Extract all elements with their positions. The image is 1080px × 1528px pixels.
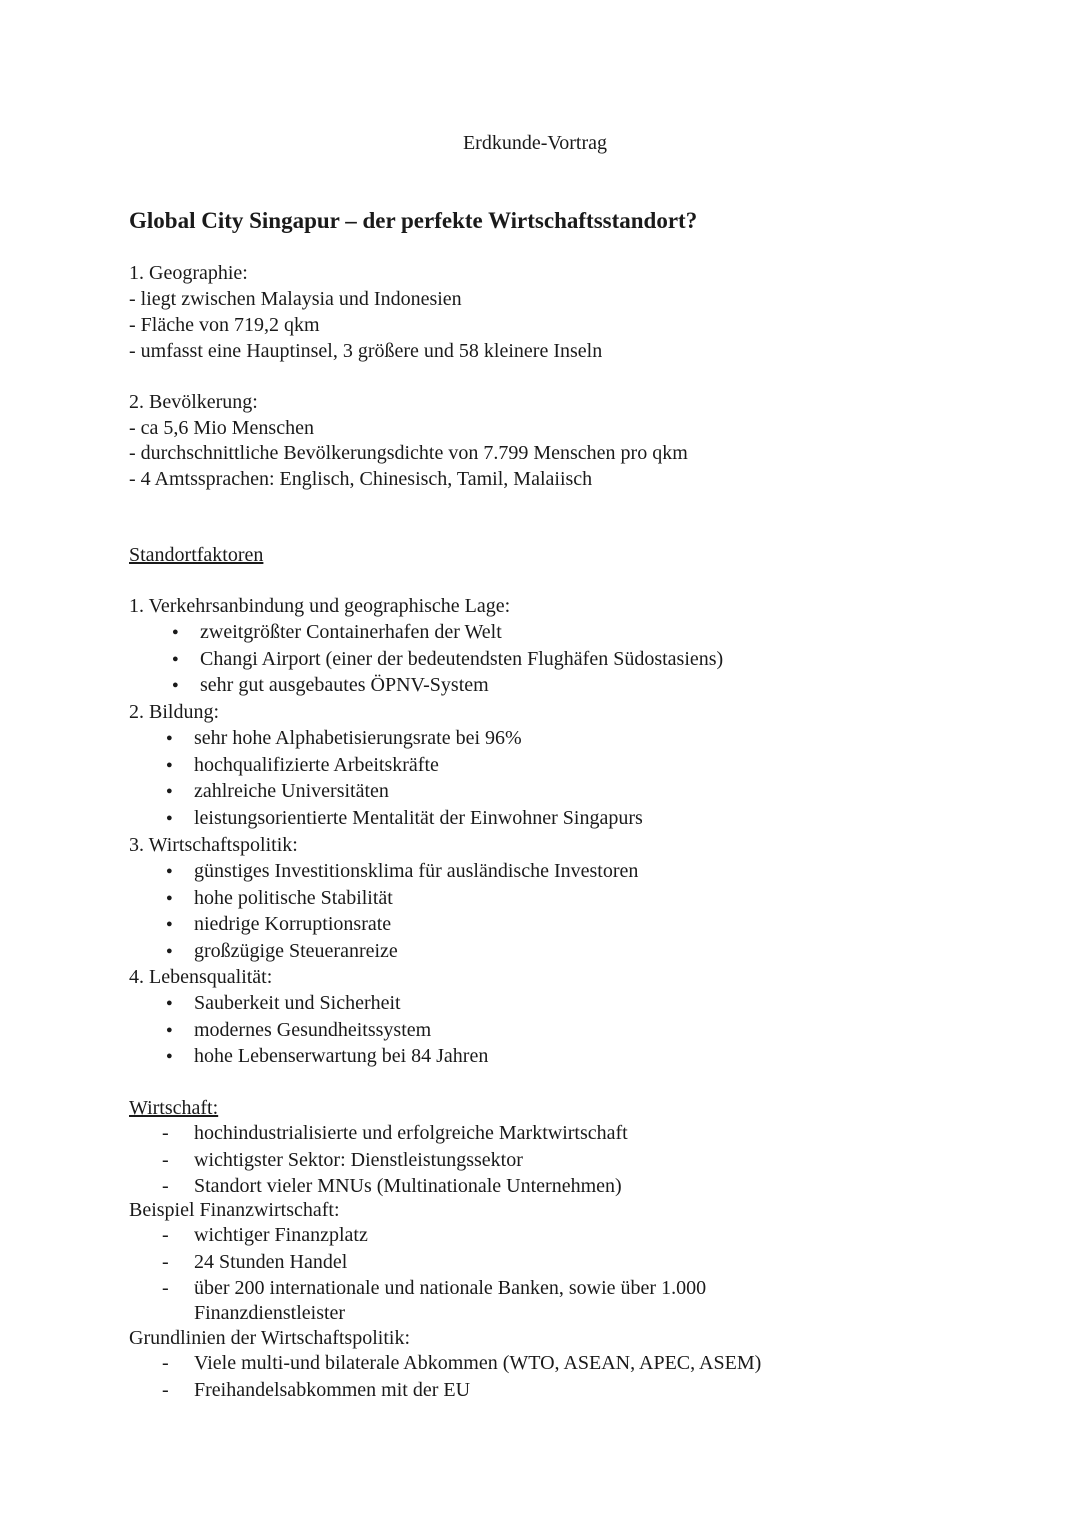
list-item: ● zahlreiche Universitäten [194,778,643,805]
list-item: - über 200 internationale und nationale Banken, sowie über 1.000 [194,1275,706,1302]
list-item: - Viele multi-und bilaterale Abkommen (WTO, ASEAN, APEC, ASEM) [194,1350,761,1377]
geographie-line: - liegt zwischen Malaysia und Indonesien [129,288,462,310]
geographie-heading: 1. Geographie: [129,262,248,284]
list-item: ● günstiges Investitionsklima für ausländische Investoren [194,858,638,885]
list-item: ● leistungsorientierte Mentalität der Einwohner Singapurs [194,805,643,832]
geographie-line: - Fläche von 719,2 qkm [129,314,320,336]
list-item: ● modernes Gesundheitssystem [194,1017,488,1044]
list-item: - wichtiger Finanzplatz [194,1222,706,1249]
bevoelkerung-line: - 4 Amtssprachen: Englisch, Chinesisch, Tamil, Malaiisch [129,468,593,490]
list-item: - Standort vieler MNUs (Multinationale Unternehmen) [194,1173,628,1200]
section-heading-verkehr: 1. Verkehrsanbindung und geographische Lage: [129,595,511,617]
list-item: ● sehr hohe Alphabetisierungsrate bei 96% [194,725,643,752]
list-item: ● niedrige Korruptionsrate [194,911,638,938]
bevoelkerung-line: - durchschnittliche Bevölkerungsdichte von 7.799 Menschen pro qkm [129,442,688,464]
wirtschaft-list [194,1120,628,1200]
bevoelkerung-heading: 2. Bevölkerung: [129,391,258,413]
list-item: - 24 Stunden Handel [194,1249,706,1276]
section-heading-wirtschaftspolitik: 3. Wirtschaftspolitik: [129,834,298,856]
list-item: ● großzügige Steueranreize [194,938,638,965]
standortfaktoren-heading: Standortfaktoren [129,544,264,566]
list-item: ● Changi Airport (einer der bedeutendsten Flughäfen Südostasiens) [200,646,723,673]
document-header: Erdkunde-Vortrag [462,132,608,154]
list-item: - wichtigster Sektor: Dienstleistungssektor [194,1147,628,1174]
lebensqualitaet-list [194,990,488,1070]
finanz-heading: Beispiel Finanzwirtschaft: [129,1199,340,1221]
bildung-list [194,725,643,831]
list-item: - Freihandelsabkommen mit der EU [194,1377,761,1404]
section-heading-lebensqualitaet: 4. Lebensqualität: [129,966,273,988]
wirtschaftspolitik-list [194,858,638,964]
list-item: ● zweitgrößter Containerhafen der Welt [200,619,723,646]
list-item: ● sehr gut ausgebautes ÖPNV-System [200,672,723,699]
list-item: ● Sauberkeit und Sicherheit [194,990,488,1017]
verkehr-list [200,619,723,699]
finanz-list [194,1222,706,1302]
list-item: ● hohe Lebenserwartung bei 84 Jahren [194,1043,488,1070]
list-item: ● hohe politische Stabilität [194,885,638,912]
bevoelkerung-line: - ca 5,6 Mio Menschen [129,417,314,439]
finanz-item-continuation: Finanzdienstleister [194,1302,346,1324]
geographie-line: - umfasst eine Hauptinsel, 3 größere und 58 kleinere Inseln [129,340,603,362]
section-heading-bildung: 2. Bildung: [129,701,220,723]
list-item: - hochindustrialisierte und erfolgreiche Marktwirtschaft [194,1120,628,1147]
wirtschaft-heading: Wirtschaft: [129,1097,219,1119]
list-item: ● hochqualifizierte Arbeitskräfte [194,752,643,779]
document-title: Global City Singapur – der perfekte Wirtschaftsstandort? [129,208,698,233]
politik-list [194,1350,761,1403]
politik-heading: Grundlinien der Wirtschaftspolitik: [129,1327,410,1349]
